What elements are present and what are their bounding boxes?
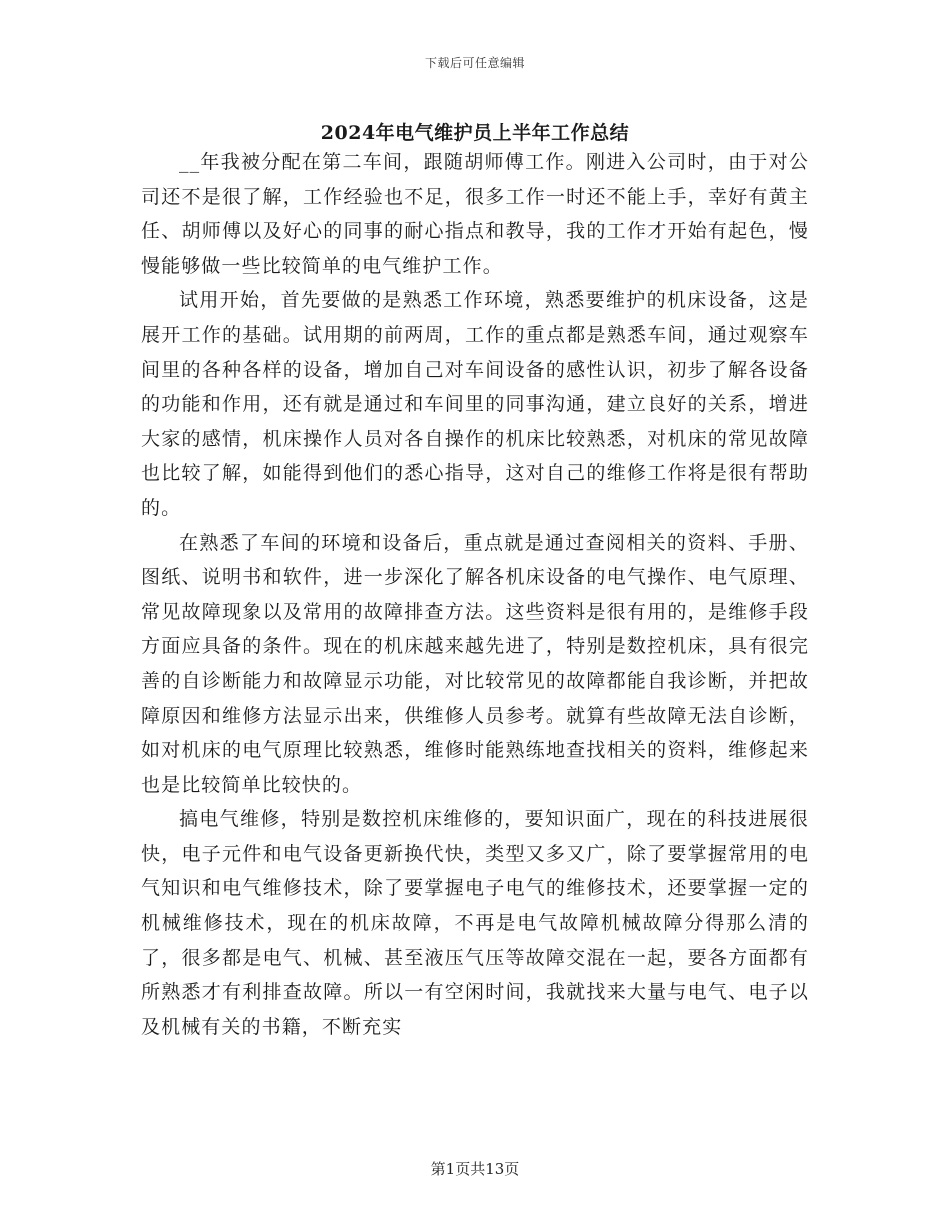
paragraph: 在熟悉了车间的环境和设备后，重点就是通过查阅相关的资料、手册、图纸、说明书和软件，进一步深化了解各机床设备的电气操作、电气原理、常见故障现象以及常用的故障排查方法。这些资料是很有用的，是维修手段方面应具备的条件。现在的机床越来越先进了，特别是数控机床，具有很完善的自诊断能力和故障显示功能，对比较常见的故障都能自我诊断，并把故障原因和维修方法显示出来，供维修人员参考。就算有些故障无法自诊断，如对机床的电气原理比较熟悉，维修时能熟练地查找相关的资料，维修起来也是比较简单比较快的。 xyxy=(141,531,809,796)
document-title: 2024年电气维护员上半年工作总结 xyxy=(320,122,630,144)
header-note: 下载后可任意编辑 xyxy=(424,56,525,70)
paragraph: 搞电气维修，特别是数控机床维修的，要知识面广，现在的科技进展很快，电子元件和电气设备更新换代快，类型又多又广，除了要掌握常用的电气知识和电气维修技术，除了要掌握电子电气的维修技术，还要掌握一定的机械维修技术，现在的机床故障，不再是电气故障机械故障分得那么清的了，很多都是电气、机械、甚至液压气压等故障交混在一起，要各方面都有所熟悉才有利排查故障。所以一有空闲时间，我就找来大量与电气、电子以及机械有关的书籍，不断充实 xyxy=(141,808,809,1038)
page-number-footer: 第1页共13页 xyxy=(430,1160,520,1178)
paragraph: 试用开始，首先要做的是熟悉工作环境，熟悉要维护的机床设备，这是展开工作的基础。试用期的前两周，工作的重点都是熟悉车间，通过观察车间里的各种各样的设备，增加自己对车间设备的感性认识，初步了解各设备的功能和作用，还有就是通过和车间里的同事沟通，建立良好的关系，增进大家的感情，机床操作人员对各自操作的机床比较熟悉，对机床的常见故障也比较了解，如能得到他们的悉心指导，这对自己的维修工作将是很有帮助的。 xyxy=(141,289,809,519)
paragraph: __年我被分配在第二车间，跟随胡师傅工作。刚进入公司时，由于对公司还不是很了解，工作经验也不足，很多工作一时还不能上手，幸好有黄主任、胡师傅以及好心的同事的耐心指点和教导，我的工作才开始有起色，慢慢能够做一些比较简单的电气维护工作。 xyxy=(141,151,809,277)
document-body xyxy=(141,145,809,1044)
